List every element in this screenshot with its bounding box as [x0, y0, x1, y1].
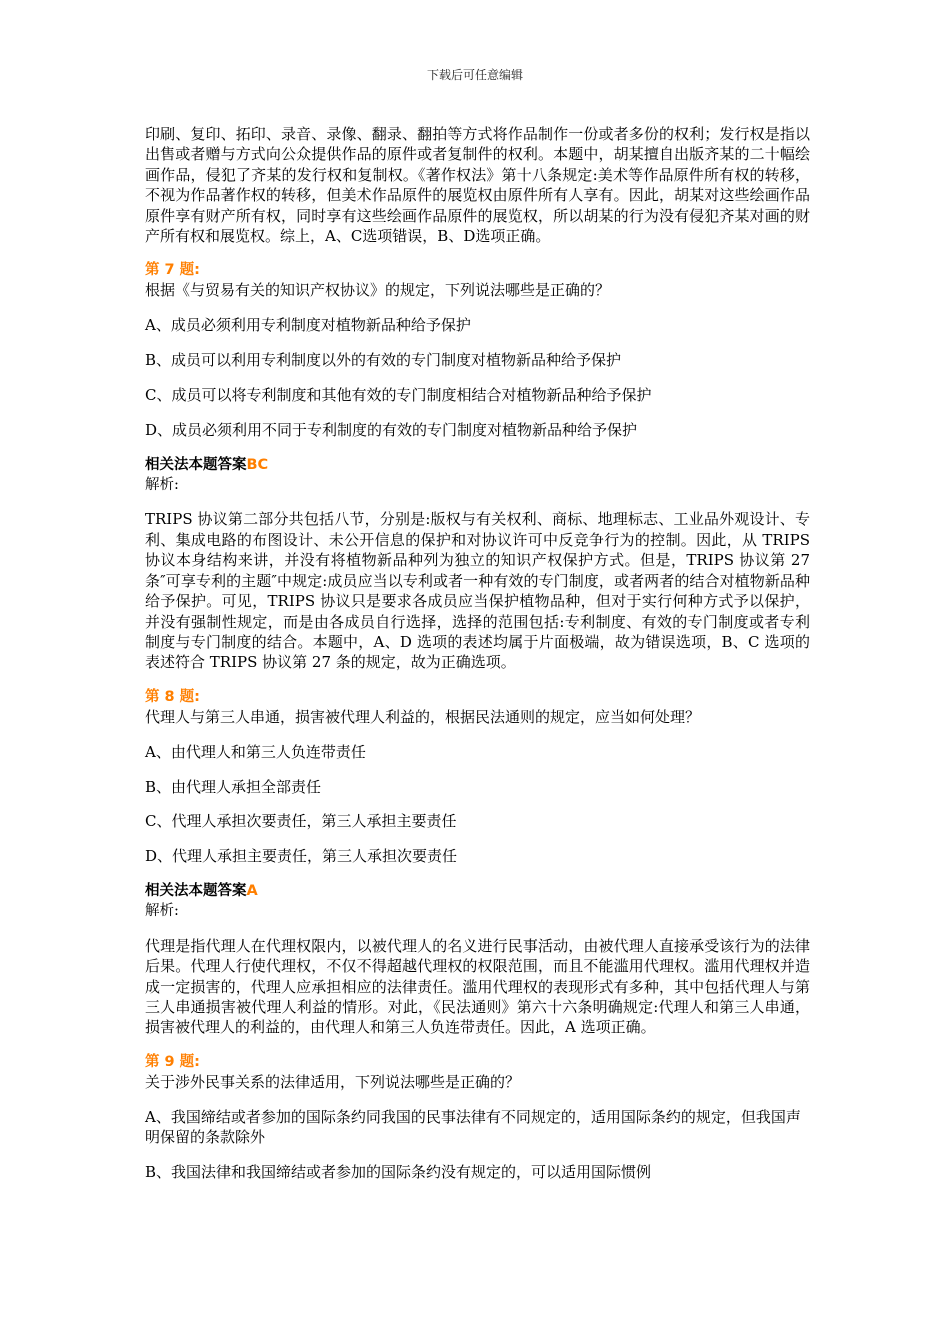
intro-paragraph: 印刷、复印、拓印、录音、录像、翻录、翻拍等方式将作品制作一份或者多份的权利；发行权是指以出售或者赠与方式向公众提供作品的原件或者复制件的权利。本题中，胡某擅自出版齐某的二十幅绘画作品，侵犯了齐某的发行权和复制权。《著作权法》第十八条规定:美术等作品原件所有权的转移，不视为作品著作权的转移，但美术作品原件的展览权由原件所有人享有。因此，胡某对这些绘画作品原件享有财产所有权，同时享有这些绘画作品原件的展览权，所以胡某的行为没有侵犯齐某对画的财产所有权和展览权。综上，A、C选项错误，B、D选项正确。: [145, 125, 810, 246]
option-d: D、代理人承担主要责任，第三人承担次要责任: [145, 847, 458, 866]
analysis-label: 解析:: [145, 903, 179, 920]
option-c: C、成员可以将专利制度和其他有效的专门制度相结合对植物新品种给予保护: [145, 386, 652, 405]
option-b: B、我国法律和我国缔结或者参加的国际条约没有规定的，可以适用国际惯例: [145, 1163, 652, 1181]
question-text: 代理人与第三人串通，损害被代理人利益的，根据民法通则的规定，应当如何处理？: [145, 707, 701, 726]
option-b: B、由代理人承担全部责任: [145, 777, 322, 796]
question-text: 根据《与贸易有关的知识产权协议》的规定，下列说法哪些是正确的？: [145, 281, 611, 300]
option-a: A、成员必须利用专利制度对植物新品种给予保护: [145, 316, 471, 335]
question-label: 第 7 题:: [145, 262, 200, 279]
document-body: [145, 124, 810, 1182]
option-c: C、代理人承担次要责任，第三人承担主要责任: [145, 812, 457, 831]
question-7: [145, 260, 810, 672]
answer-line: [145, 455, 810, 475]
answer-label: 相关法本题答案: [145, 456, 247, 473]
option-b: B、成员可以利用专利制度以外的有效的专门制度对植物新品种给予保护: [145, 351, 622, 370]
question-9: [145, 1052, 810, 1183]
option-a: A、我国缔结或者参加的国际条约同我国的民事法律有不同规定的，适用国际条约的规定，但我国声明保留的条款除外: [145, 1107, 801, 1147]
page-header: 下载后可任意编辑: [426, 68, 523, 82]
explanation: TRIPS 协议第二部分共包括八节，分别是:版权与有关权利、商标、地理标志、工业品外观设计、专利、集成电路的布图设计、未公开信息的保护和对协议许可中反竞争行为的控制。因此，从 TRIPS 协议本身结构来讲，并没有将植物新品种列为独立的知识产权保护方式。但是，TRIPS 协议第 27 条″可享专利的主题″中规定:成员应当以专利或者一种有效的专门制度，或者两者的结合对植物新品种给予保护。可见，TRIPS 协议只是要求各成员应当保护植物品种，但对于实行何种方式予以保护，并没有强制性规定，而是由各成员自行选择，选择的范围包括:专利制度、有效的专门制度或者专利制度与专门制度的结合。本题中，A、D 选项的表述均属于片面极端，故为错误选项，B、C 选项的表述符合 TRIPS 协议第 27 条的规定，故为正确选项。: [145, 510, 810, 672]
analysis-label: 解析:: [145, 476, 179, 493]
option-a: A、由代理人和第三人负连带责任: [145, 742, 366, 761]
explanation: 代理是指代理人在代理权限内，以被代理人的名义进行民事活动，由被代理人直接承受该行为的法律后果。代理人行使代理权，不仅不得超越代理权的权限范围，而且不能滥用代理权。滥用代理权并造成一定损害的，代理人应承担相应的法律责任。滥用代理权的表现形式有多种，其中包括代理人与第三人串通损害被代理人利益的情形。对此，《民法通则》第六十六条明确规定:代理人和第三人串通，损害被代理人的利益的，由代理人和第三人负连带责任。因此，A 选项正确。: [145, 936, 810, 1037]
answer-value: A: [246, 883, 258, 900]
answer-value: BC: [246, 456, 269, 473]
question-8: [145, 687, 810, 1038]
answer-line: [145, 881, 810, 901]
question-label: 第 9 题:: [145, 1053, 200, 1070]
question-label: 第 8 题:: [145, 688, 200, 705]
answer-label: 相关法本题答案: [145, 883, 247, 900]
question-text: 关于涉外民事关系的法律适用，下列说法哪些是正确的？: [145, 1072, 521, 1091]
option-d: D、成员必须利用不同于专利制度的有效的专门制度对植物新品种给予保护: [145, 421, 638, 440]
